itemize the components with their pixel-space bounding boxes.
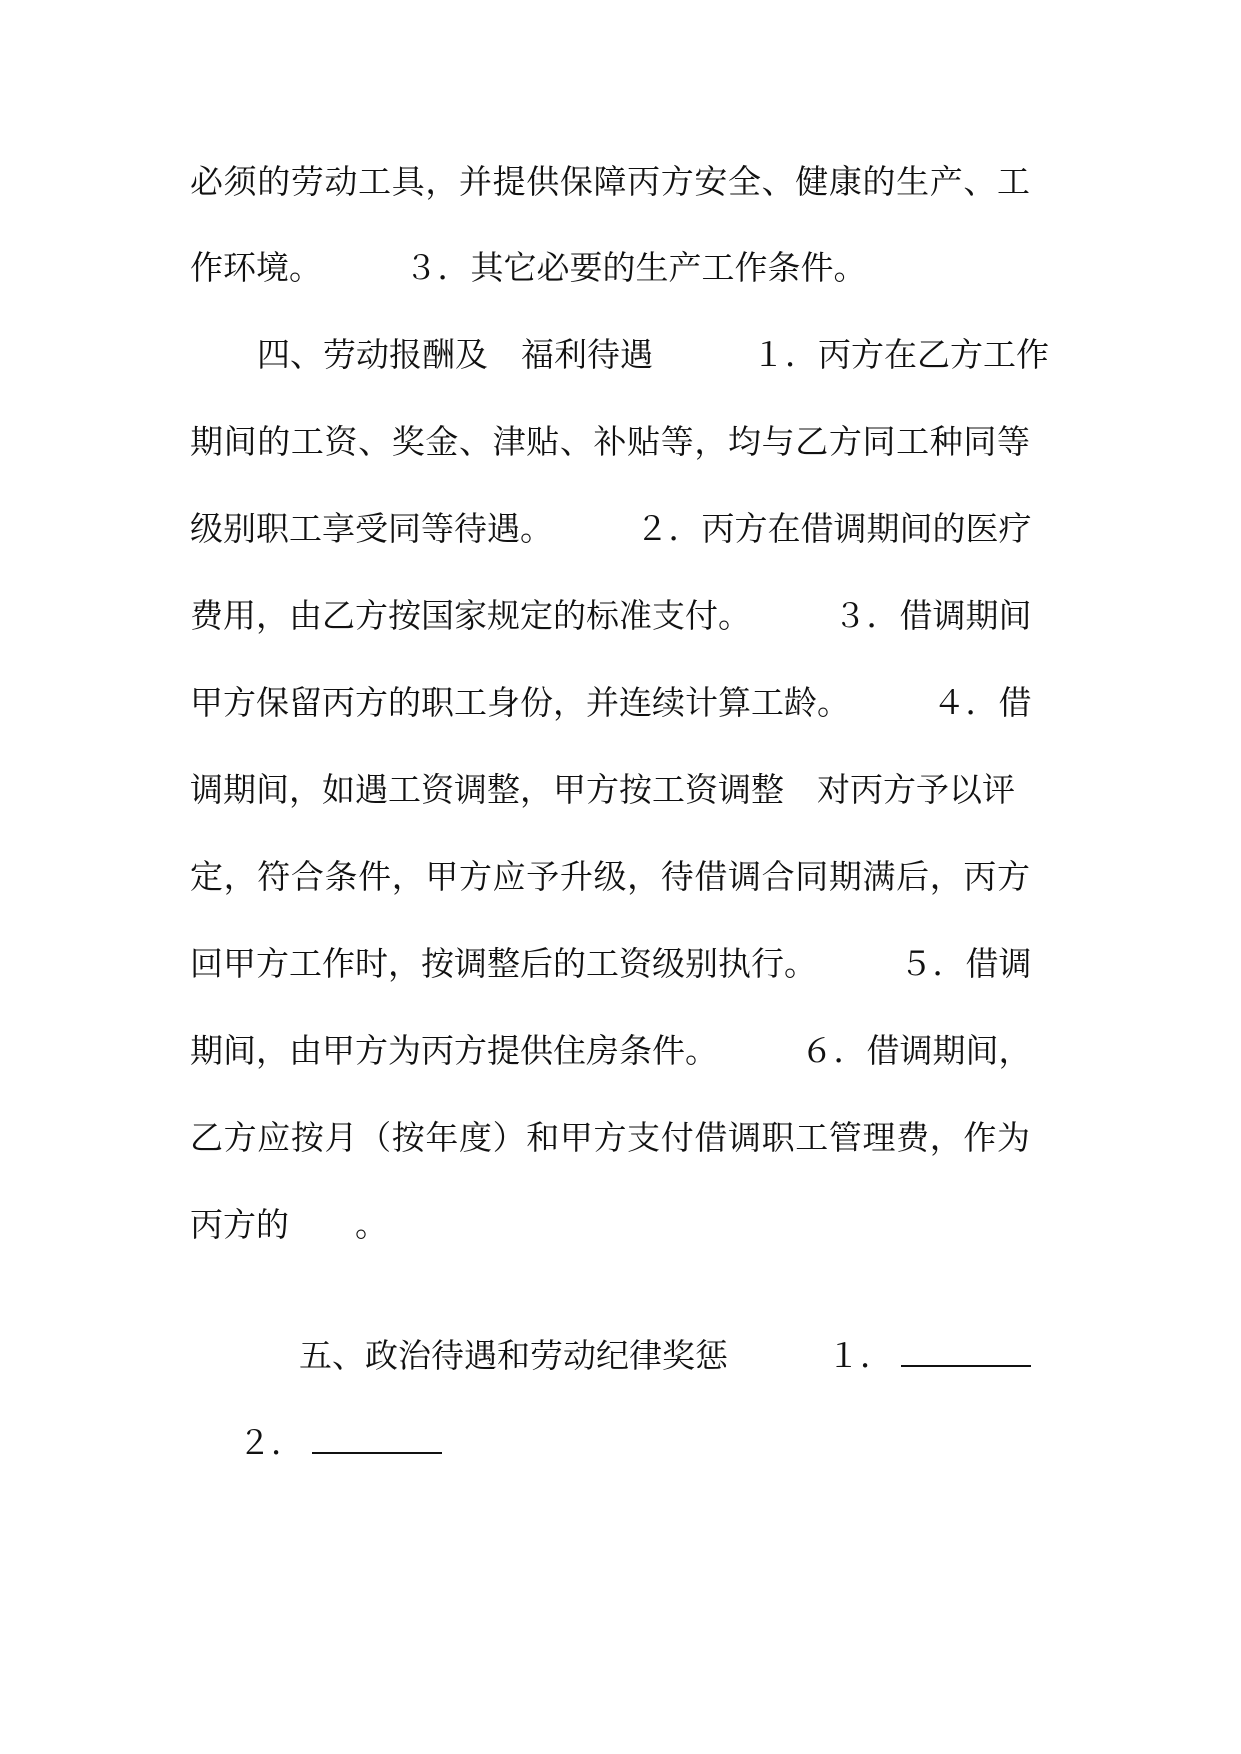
text-line-9: 定，符合条件，甲方应予升级，待借调合同期满后，丙方 — [190, 857, 1030, 896]
text-line-1: 必须的劳动工具，并提供保障丙方安全、健康的生产、工 — [190, 162, 1030, 201]
text-line-5: 级别职工享受同等待遇。 ２．丙方在借调期间的医疗 — [190, 509, 1032, 548]
blank-field-1[interactable] — [901, 1335, 1031, 1367]
item-two-line — [196, 1377, 1036, 1509]
text-line-11: 期间，由甲方为丙方提供住房条件。 ６．借调期间， — [190, 1031, 1032, 1070]
text-line-4: 期间的工资、奖金、津贴、补贴等，均与乙方同工种同等 — [190, 422, 1030, 461]
text-line-10: 回甲方工作时，按调整后的工资级别执行。 ５．借调 — [190, 944, 1032, 983]
text-line-6: 费用，由乙方按国家规定的标准支付。 ３．借调期间 — [190, 596, 1032, 635]
item-two-text: ２． — [237, 1423, 304, 1462]
text-line-2: 作环境。 ３．其它必要的生产工作条件。 — [190, 248, 867, 287]
section-four-heading-line: 四、劳动报酬及 福利待遇 １．丙方在乙方工作 — [257, 335, 1049, 374]
section-five-heading-text: 五、政治待遇和劳动纪律奖惩 １． — [298, 1336, 893, 1375]
text-line-12: 乙方应按月（按年度）和甲方支付借调职工管理费，作为 — [190, 1118, 1030, 1157]
text-line-7: 甲方保留丙方的职工身份，并连续计算工龄。 ４．借 — [190, 683, 1032, 722]
text-line-8: 调期间，如遇工资调整，甲方按工资调整 对丙方予以评 — [190, 770, 1015, 809]
blank-field-2[interactable] — [312, 1422, 442, 1454]
text-line-13: 丙方的 。 — [190, 1205, 388, 1244]
